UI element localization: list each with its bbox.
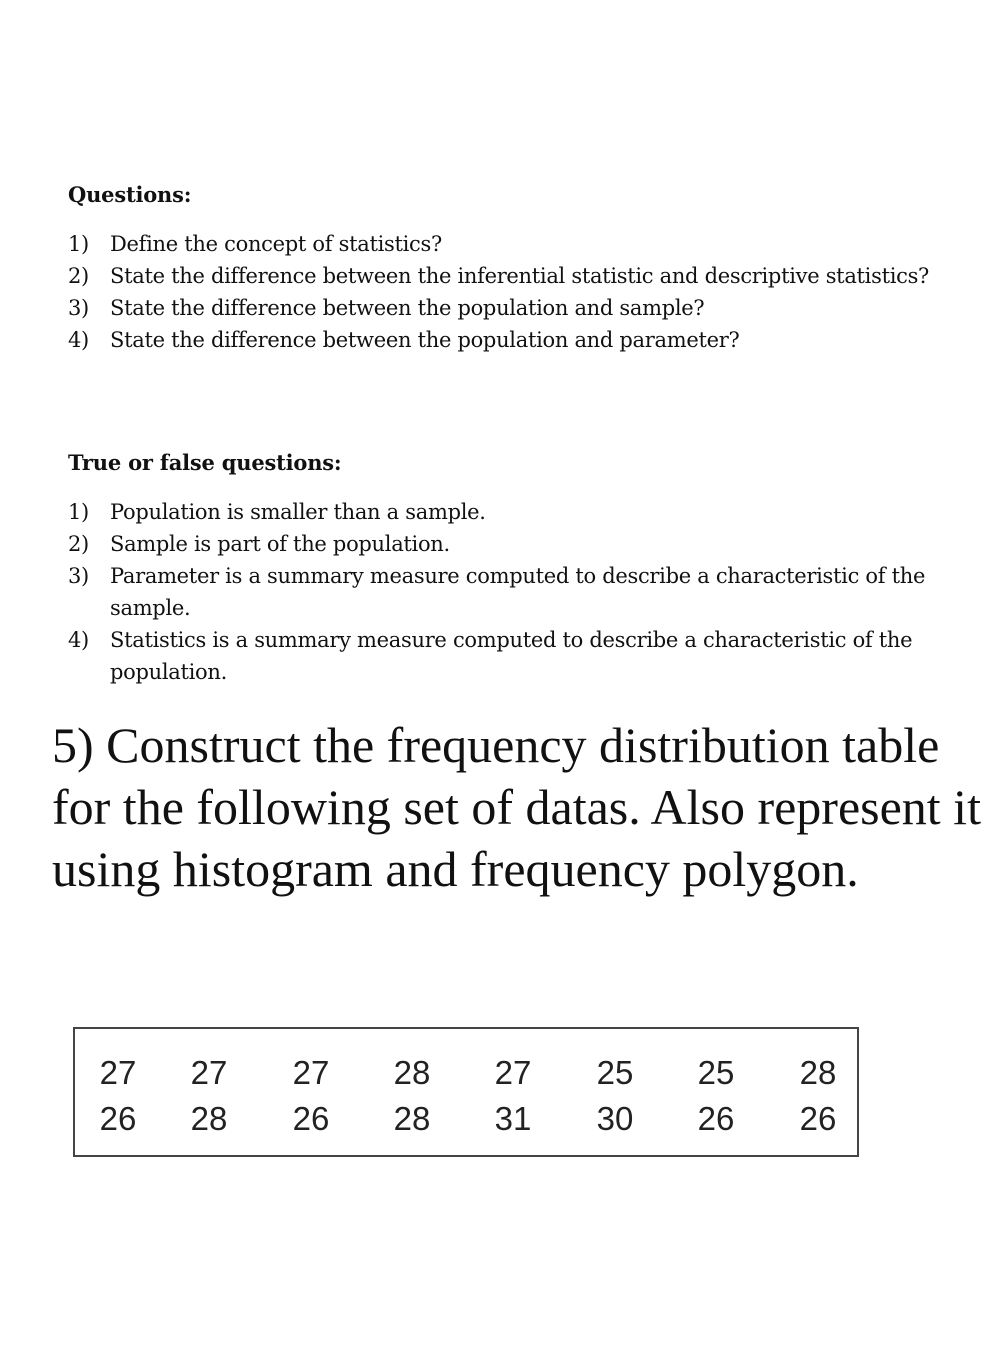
list-item: [68, 496, 968, 528]
item-text: Define the concept of statistics?: [110, 232, 442, 256]
item-number: 2): [68, 264, 89, 288]
problem-5-text: 5) Construct the frequency distribution table for the following set of datas. Also represent it using histogram and frequency polygon.: [52, 717, 981, 897]
data-cell: 26: [799, 1100, 837, 1137]
item-number: 3): [68, 564, 89, 588]
item-number: 4): [68, 628, 89, 652]
list-item: [68, 560, 968, 624]
data-cell: 27: [292, 1054, 330, 1091]
item-text: Statistics is a summary measure computed to describe a characteristic of the population.: [110, 628, 913, 684]
item-text: State the difference between the inferential statistic and descriptive statistics?: [110, 264, 930, 288]
list-item: [68, 228, 968, 260]
data-cell: 28: [190, 1100, 228, 1137]
item-number: 2): [68, 532, 89, 556]
data-cell: 26: [292, 1100, 330, 1137]
data-cell: 31: [494, 1100, 532, 1137]
data-cell: 26: [697, 1100, 735, 1137]
item-number: 4): [68, 328, 89, 352]
data-table: [73, 1027, 859, 1157]
data-cell: 27: [494, 1054, 532, 1091]
list-item: [68, 528, 968, 560]
data-cell: 28: [393, 1100, 431, 1137]
data-cell: 25: [697, 1054, 735, 1091]
item-text: Parameter is a summary measure computed to describe a characteristic of the sample.: [110, 564, 926, 620]
list-item: [68, 292, 968, 324]
item-text: Sample is part of the population.: [110, 532, 450, 556]
data-cell: 27: [190, 1054, 228, 1091]
item-text: State the difference between the population and sample?: [110, 296, 705, 320]
true-false-list: [68, 496, 968, 688]
data-cell: 26: [99, 1100, 137, 1137]
item-number: 3): [68, 296, 89, 320]
data-cell: 28: [799, 1054, 837, 1091]
data-cell: 25: [596, 1054, 634, 1091]
data-cell: 27: [99, 1054, 137, 1091]
list-item: [68, 324, 968, 356]
data-row: [75, 1099, 857, 1139]
item-text: Population is smaller than a sample.: [110, 500, 486, 524]
questions-list: [68, 228, 968, 356]
data-cell: 28: [393, 1054, 431, 1091]
true-false-heading: True or false questions:: [68, 450, 342, 475]
list-item: [68, 260, 968, 292]
data-cell: 30: [596, 1100, 634, 1137]
item-number: 1): [68, 500, 89, 524]
list-item: [68, 624, 968, 688]
item-text: State the difference between the population and parameter?: [110, 328, 740, 352]
questions-heading: Questions:: [68, 182, 192, 207]
data-row: [75, 1053, 857, 1093]
item-number: 1): [68, 232, 89, 256]
